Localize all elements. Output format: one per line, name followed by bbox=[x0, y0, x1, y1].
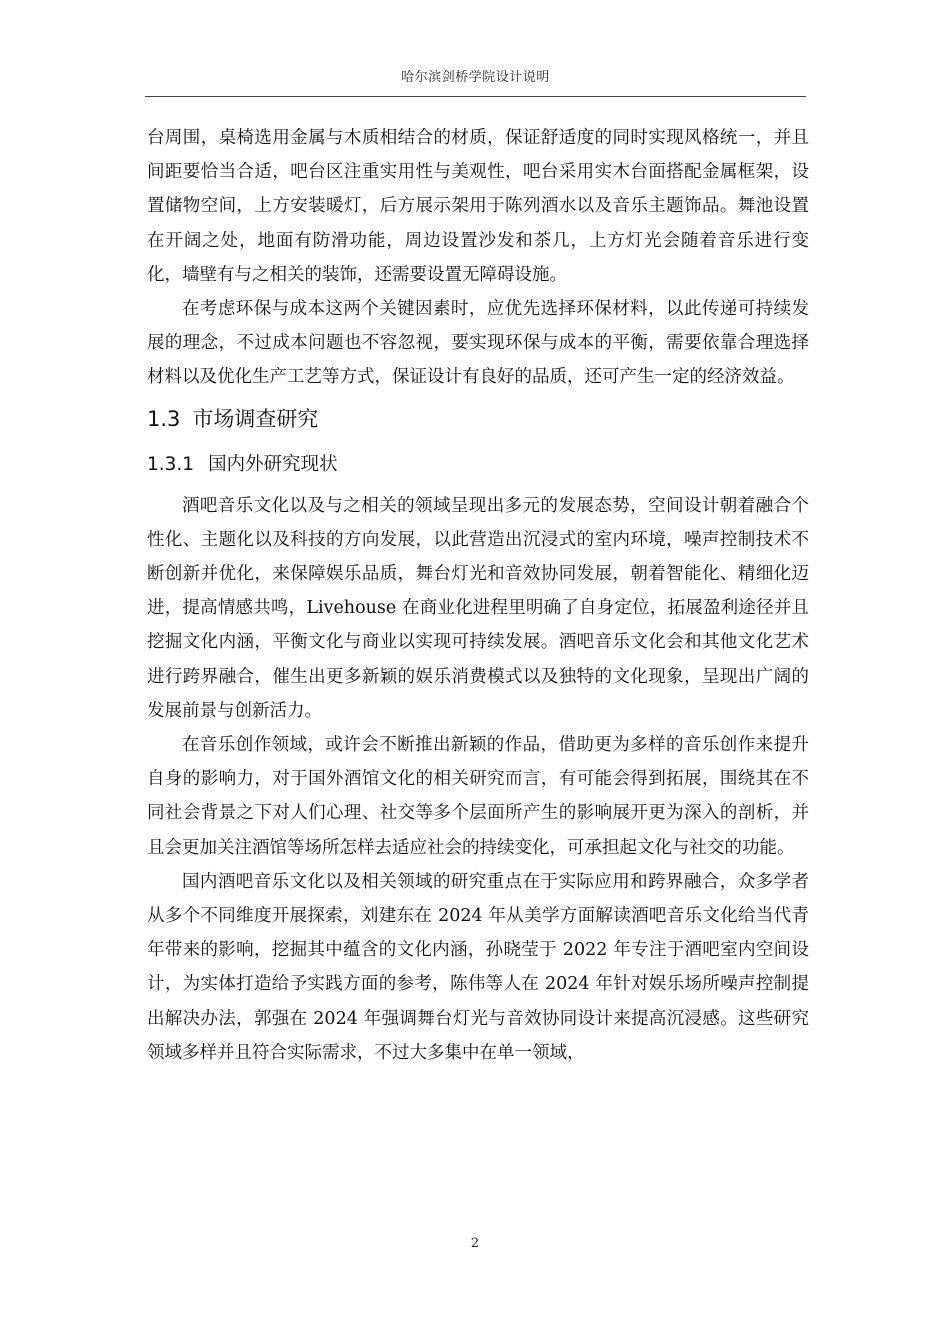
page-number: 2 bbox=[470, 1236, 480, 1251]
paragraph-eco-cost: 在考虑环保与成本这两个关键因素时，应优先选择环保材料，以此传递可持续发展的理念，不过成本问题也不容忽视，要实现环保与成本的平衡，需要依靠合理选择材料以及优化生产工艺等方式，保证设计有良好的品质，还可产生一定的经济效益。 bbox=[147, 299, 809, 388]
subsection-heading bbox=[147, 447, 809, 483]
header-divider bbox=[145, 96, 806, 97]
paragraph-continuation: 台周围，桌椅选用金属与木质相结合的材质，保证舒适度的同时实现风格统一，并且间距要恰当合适，吧台区注重实用性与美观性，吧台采用实木台面搭配金属框架，设置储物空间，上方安装暖灯，后方展示架用于陈列酒水以及音乐主题饰品。舞池设置在开阔之处，地面有防滑功能，周边设置沙发和茶几，上方灯光会随着音乐进行变化，墙壁有与之相关的装饰，还需要设置无障碍设施。 bbox=[147, 128, 809, 285]
paragraph-development-trend: 酒吧音乐文化以及与之相关的领域呈现出多元的发展态势，空间设计朝着融合个性化、主题化以及科技的方向发展，以此营造出沉浸式的室内环境，噪声控制技术不断创新并优化，来保障娱乐品质，舞台灯光和音效协同发展，朝着智能化、精细化迈进，提高情感共鸣，Livehouse 在商业化进程里明确了自身定位，拓展盈利途径并且挖掘文化内涵，平衡文化与商业以实现可持续发展。酒吧音乐文化会和其他文化艺术进行跨界融合，催生出更多新颖的娱乐消费模式以及独特的文化现象，呈现出广阔的发展前景与创新活力。 bbox=[147, 495, 809, 721]
paragraph-music-creation: 在音乐创作领域，或许会不断推出新颖的作品，借助更为多样的音乐创作来提升自身的影响力，对于国外酒馆文化的相关研究而言，有可能会得到拓展，围绕其在不同社会背景之下对人们心理、社交等多个层面所产生的影响展开更为深入的剖析，并且会更加关注酒馆等场所怎样去适应社会的持续变化，可承担起文化与社交的功能。 bbox=[147, 735, 809, 858]
subsection-title: 国内外研究现状 bbox=[208, 453, 338, 475]
page-header: 哈尔滨剑桥学院设计说明 bbox=[401, 70, 550, 85]
section-heading bbox=[147, 399, 809, 439]
section-number: 1.3 bbox=[147, 406, 181, 431]
paragraph-domestic-research: 国内酒吧音乐文化以及相关领域的研究重点在于实际应用和跨界融合，众多学者从多个不同维度开展探索，刘建东在 2024 年从美学方面解读酒吧音乐文化给当代青年带来的影响，挖掘其中蕴含的文化内涵，孙晓莹于 2022 年专注于酒吧室内空间设计，为实体打造给予实践方面的参考，陈伟等人在 2024 年针对娱乐场所噪声控制提出解决办法，郭强在 2024 年强调舞台灯光与音效协同设计来提高沉浸感。这些研究领域多样并且符合实际需求，不过大多集中在单一领域， bbox=[147, 871, 809, 1063]
section-title: 市场调查研究 bbox=[192, 406, 319, 431]
subsection-number: 1.3.1 bbox=[147, 453, 195, 475]
document-body bbox=[147, 121, 809, 1070]
